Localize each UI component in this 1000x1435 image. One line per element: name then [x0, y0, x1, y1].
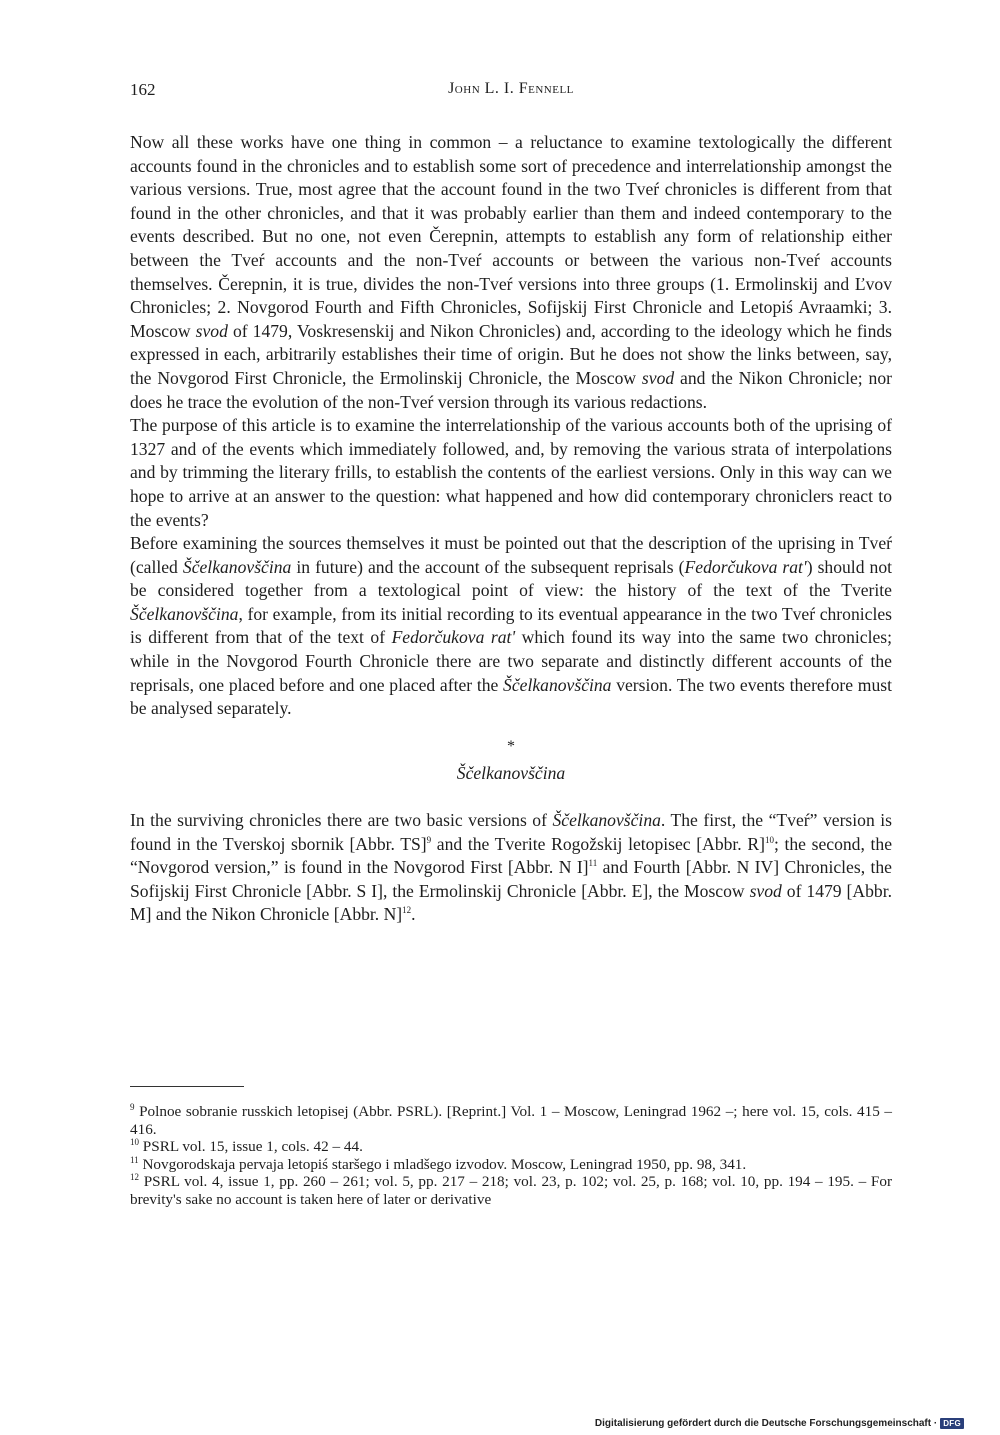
running-head: John L. I. Fennell: [448, 80, 574, 97]
italic-run: Ščelkanovščina: [182, 556, 292, 577]
footnote-text: PSRL vol. 15, issue 1, cols. 42 – 44.: [139, 1138, 363, 1155]
text-run: Before examining the sources themselves it must be pointed out that the description of the uprising in Tveŕ (called: [130, 533, 892, 577]
text-run: , for example, from its initial recording to its eventual appearance in the two Tveŕ chronicles is different from that of the text of: [130, 603, 892, 648]
footnote: [130, 1156, 892, 1174]
italic-run: svod: [749, 880, 782, 901]
italic-run: Fedorčukova rat': [684, 556, 807, 577]
text-run: ; the second, the “Novgorod version,” is found in the Novgorod First [Abbr. N I]: [130, 833, 893, 878]
text-run: version. The two events therefore must be analysed separately.: [130, 674, 892, 719]
section-separator: *: [507, 737, 515, 755]
page-header: [130, 80, 892, 104]
italic-run: Fedorčukova rat': [391, 627, 516, 648]
italic-run: Ščelkanovščina: [503, 674, 612, 695]
body-paragraph: [130, 131, 892, 414]
footnote-text: PSRL vol. 4, issue 1, pp. 260 – 261; vol. 5, pp. 217 – 218; vol. 23, p. 102; vol. 25, p. 168; vol. 10, pp. 194 – 195. – For brevity's sake no account is taken here of later or derivative: [130, 1173, 892, 1208]
text-run: In the surviving chronicles there are two basic versions of: [130, 810, 553, 831]
text-run: .: [411, 904, 416, 925]
text-run: of 1479, Voskresenskij and Nikon Chronicles) and, according to the ideology which he finds expressed in each, arbitrarily establishes their time of origin. But he does not show the links between, say, the Novgorod First Chronicle, the Ermolinskij Chronicle, the Moscow: [130, 320, 893, 388]
text-run: and Fourth [Abbr. N IV] Chronicles, the Sofijskij First Chronicle [Abbr. S I], the Ermolinskij Chronicle [Abbr. E], the Moscow: [130, 857, 892, 901]
footnote-ref: 11: [588, 858, 598, 869]
text-run: which found its way into the same two chronicles; while in the Novgorod Fourth Chronicle there are two separate and distinctly different accounts of the reprisals, one placed before and one placed after the: [130, 627, 892, 695]
footnote: [130, 1173, 892, 1208]
footnote-rule: [130, 1086, 244, 1087]
article-body: [130, 131, 892, 927]
footnote-text: Polnoe sobranie russkich letopisej (Abbr. PSRL). [Reprint.] Vol. 1 – Moscow, Leningrad 1962 –; here vol. 15, cols. 415 – 416.: [130, 1103, 892, 1138]
text-run: and the Nikon Chronicle; nor does he trace the evolution of the non-Tveŕ version through its various redactions.: [130, 367, 892, 412]
footnote-number: 10: [130, 1136, 139, 1147]
text-run: ) should not be considered together from a textological point of view: the history of the text of the Tverite: [130, 556, 892, 601]
footnote-number: 11: [130, 1154, 139, 1165]
footnote-number: 9: [130, 1101, 135, 1112]
text-run: in future) and the account of the subsequent reprisals (: [291, 556, 685, 577]
italic-run: Ščelkanovščina: [552, 810, 661, 831]
credit-text: Digitalisierung gefördert durch die Deutsche Forschungsgemeinschaft ·: [594, 1418, 938, 1429]
footnotes: [130, 1103, 892, 1208]
footnote-text: Novgorodskaja pervaja letopiś staršego i mladšego izvodov. Moscow, Leningrad 1950, pp. 98, 341.: [138, 1155, 747, 1173]
body-paragraph: [130, 809, 892, 927]
footnote-ref: 9: [426, 834, 432, 845]
digitization-credit: [595, 1418, 964, 1429]
footnote-ref: 12: [402, 905, 412, 916]
text-run: of 1479 [Abbr. M] and the Nikon Chronicle [Abbr. N]: [130, 880, 892, 925]
body-paragraph: [130, 532, 892, 721]
footnote-ref: 10: [764, 834, 774, 845]
page-number: 162: [130, 80, 156, 99]
body-paragraph: [130, 414, 892, 532]
section-title: Ščelkanovščina: [456, 763, 566, 784]
dfg-logo: DFG: [940, 1418, 964, 1429]
footnote: [130, 1138, 892, 1156]
footnote-number: 12: [130, 1171, 139, 1182]
text-run: . The first, the “Tveŕ” version is found in the Tverskoj sbornik [Abbr. TS]: [130, 810, 892, 854]
italic-run: Ščelkanovščina: [130, 603, 239, 624]
text-run: and the Tverite Rogožskij letopisec [Abbr. R]: [431, 833, 765, 854]
footnote: [130, 1103, 892, 1138]
italic-run: svod: [195, 320, 228, 341]
text-run: The purpose of this article is to examine the interrelationship of the various accounts both of the uprising of 1327 and of the events which immediately followed, and, by removing the various strata of interpolations and by trimming the literary frills, to establish the contents of the earliest versions. Only in this way can we hope to arrive at an answer to the question: what happened and how did contemporary chroniclers react to the events?: [130, 415, 892, 530]
section-paragraph-group: [130, 809, 892, 927]
italic-run: svod: [641, 367, 675, 388]
text-run: Now all these works have one thing in common – a reluctance to examine textologically the different accounts found in the chronicles and to establish some sort of precedence and interrelationship amongst the various versions. True, most agree that the account found in the two Tveŕ chronicles is different from that found in the other chronicles, and that it was probably earlier than them and indeed contemporary to the events described. But no one, not even Čerepnin, attempts to establish any form of relationship either between the Tveŕ accounts and the non-Tveŕ accounts or between the various non-Tveŕ accounts themselves. Čerepnin, it is true, divides the non-Tveŕ versions into three groups (1. Ermolinskij and Ľvov Chronicles; 2. Novgorod Fourth and Fifth Chronicles, Sofijskij First Chronicle and Letopiś Avraamki; 3. Moscow: [130, 132, 892, 341]
paragraph-group: [130, 131, 892, 721]
